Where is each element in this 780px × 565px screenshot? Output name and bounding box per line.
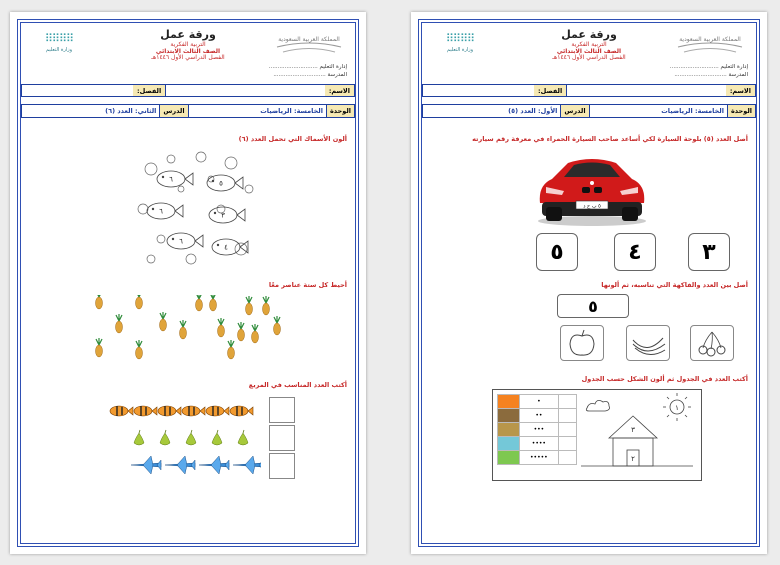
color-key-row: [498, 437, 577, 451]
number-option-5[interactable]: ٥: [536, 233, 578, 271]
lesson-value: الثاني: العدد (٦): [105, 107, 157, 115]
ministry-name: وزارة التعليم: [446, 47, 474, 53]
counting-rows-image: [101, 395, 261, 483]
fish-outline: [209, 207, 245, 223]
department-text: التربية الفكرية: [571, 40, 607, 48]
bubble: [225, 157, 237, 169]
grade-text: الصف الثالث الابتدائي: [155, 47, 221, 55]
door-number: ٢: [631, 455, 635, 463]
fish-outline: [212, 239, 248, 255]
bubble: [157, 235, 165, 243]
striped-fish-icon: [134, 406, 157, 416]
unit-label: الوحدة: [727, 105, 755, 117]
airplane-icon: [131, 456, 161, 474]
bubble: [147, 255, 155, 263]
color-swatch: [498, 395, 520, 409]
page-header: [422, 23, 756, 81]
admin-school-fields: إدارة التعليم ............................ المدرسة ..............................: [669, 64, 748, 79]
airplane-icon: [199, 456, 229, 474]
pineapple-icon: [196, 295, 203, 311]
ministry-logo: [29, 33, 89, 67]
fish-outline: [207, 175, 243, 191]
fish-number: ٦: [179, 237, 183, 246]
name-field[interactable]: [165, 85, 325, 96]
fish-number: ٤: [224, 243, 228, 252]
name-label: الاسم:: [726, 85, 755, 96]
question-1: أصل العدد (٥) بلوحة السيارة لكي أساعد صاحب السيارة الحمراء في معرفة رقم سيارته: [472, 135, 748, 143]
pineapple-icon: [238, 322, 245, 341]
license-plate-text: ٥ ب ح د: [583, 203, 601, 210]
question-2: أحيط كل ستة عناصر معًا: [268, 281, 347, 289]
school-label: المدرسة: [728, 72, 748, 79]
roof-number: ٣: [631, 426, 635, 434]
color-key-row: [498, 423, 577, 437]
admin-label: إدارة التعليم: [319, 64, 347, 70]
name-field[interactable]: [566, 85, 726, 96]
ministry-logo-icon: ⠿⠿⠿⠿: [445, 32, 475, 45]
term-text: الفصل الدراسي الأول ١٤٤٦هـ: [552, 54, 626, 62]
unit-value: الخامسة: الرياضيات: [188, 105, 326, 117]
unit-lesson-bar: [21, 104, 355, 118]
fish-number: ٦: [159, 207, 163, 216]
question-3: أكتب العدد المناسب في المربع: [248, 381, 347, 389]
fish-outline: [147, 203, 183, 219]
apple-icon: [561, 326, 603, 360]
airplane-icon: [165, 456, 195, 474]
bubble: [196, 152, 206, 162]
grade-text: الصف الثالث الابتدائي: [556, 47, 622, 55]
color-key-table: [497, 394, 577, 465]
unit-lesson-bar: [422, 104, 756, 118]
pineapple-icon: [96, 295, 103, 309]
fish-number: ٣: [221, 211, 225, 220]
striped-fish-icon: [230, 406, 253, 416]
airplane-icon: [233, 456, 261, 474]
apple-box[interactable]: [560, 325, 604, 361]
bubble: [167, 155, 175, 163]
pineapple-icon: [160, 312, 167, 331]
number-option-4[interactable]: ٤: [614, 233, 656, 271]
svg-text:المملكة العربية السعودية: المملكة العربية السعودية: [679, 36, 741, 43]
cherries-icon: [691, 326, 733, 360]
bananas-box[interactable]: [626, 325, 670, 361]
answer-box-pears[interactable]: [269, 425, 295, 451]
pineapple-group-image[interactable]: [91, 295, 291, 375]
name-class-bar: [422, 84, 756, 97]
bubble: [145, 163, 157, 175]
house-drawing-panel: [492, 389, 702, 481]
fish-number: ٥: [219, 179, 223, 188]
pineapple-icon: [228, 340, 235, 359]
bananas-icon: [627, 326, 669, 360]
admin-label: إدارة التعليم: [720, 64, 748, 70]
page-header: [21, 23, 355, 81]
bubble: [235, 243, 247, 255]
pineapple-icon: [180, 320, 187, 339]
unit-value: الخامسة: الرياضيات: [589, 105, 727, 117]
page-border: [17, 19, 359, 547]
answer-cell[interactable]: [559, 395, 577, 409]
bubble: [178, 186, 184, 192]
question-3: أكتب العدد في الجدول ثم ألون الشكل حسب الجدول: [581, 375, 748, 383]
pineapple-icon: [246, 296, 253, 315]
question-2: أصل بين العدد والفاكهة التي تناسبه، ثم ألونها: [601, 281, 748, 289]
name-label: الاسم:: [325, 85, 354, 96]
pear-icon: [186, 430, 196, 445]
color-swatch: [498, 437, 520, 451]
fish-outline: [157, 171, 193, 187]
striped-fish-icon: [110, 406, 133, 416]
ministry-name: وزارة التعليم: [45, 47, 73, 53]
cherries-box[interactable]: [690, 325, 734, 361]
worksheet-title: ورقة عمل: [160, 28, 216, 41]
bubble: [245, 185, 253, 193]
striped-fish-icon: [206, 406, 229, 416]
ministry-logo: [430, 33, 490, 67]
dots-cell: •: [519, 395, 559, 409]
pineapple-icon: [218, 318, 225, 337]
question-1: ألون الأسماك التي تحمل العدد (٦): [238, 135, 347, 143]
answer-box-fish[interactable]: [269, 397, 295, 423]
pear-icon: [212, 430, 222, 445]
dots-cell: ••••: [519, 437, 559, 451]
answer-cell[interactable]: [559, 409, 577, 423]
bubble: [186, 254, 196, 264]
color-key-row: [498, 395, 577, 409]
color-swatch: [498, 423, 520, 437]
red-car-image: [532, 147, 652, 227]
pineapple-icon: [136, 340, 143, 359]
pineapple-icon: [210, 295, 217, 311]
answer-box-planes[interactable]: [269, 453, 295, 479]
pear-icon: [238, 430, 248, 445]
pineapple-icon: [116, 314, 123, 333]
unit-label: الوحدة: [326, 105, 354, 117]
class-label: الفصل:: [534, 85, 566, 96]
dots-cell: •••••: [519, 451, 559, 465]
fish-coloring-image[interactable]: [131, 149, 261, 267]
answer-cell[interactable]: [559, 451, 577, 465]
ministry-logo-icon: ⠿⠿⠿⠿: [44, 32, 74, 45]
pineapple-icon: [136, 295, 143, 309]
dots-cell: ••: [519, 409, 559, 423]
color-swatch: [498, 409, 520, 423]
pineapple-icon: [252, 324, 259, 343]
worksheet-title: ورقة عمل: [561, 28, 617, 41]
admin-school-fields: إدارة التعليم ............................ المدرسة ..............................: [268, 64, 347, 79]
lesson-label: الدرس: [560, 105, 588, 117]
striped-fish-icon: [158, 406, 181, 416]
color-key-row: [498, 451, 577, 465]
lesson-label: الدرس: [159, 105, 187, 117]
lesson-value: الأول: العدد (٥): [508, 107, 558, 115]
svg-text:المملكة العربية السعودية: المملكة العربية السعودية: [278, 36, 340, 43]
house-sun-drawing: [577, 390, 697, 478]
department-text: التربية الفكرية: [170, 40, 206, 48]
answer-cell[interactable]: [559, 437, 577, 451]
striped-fish-icon: [182, 406, 205, 416]
sun-number: ١: [675, 404, 679, 412]
worksheet-page-lesson-5: [411, 12, 767, 554]
number-option-3[interactable]: ٣: [688, 233, 730, 271]
pineapple-icon: [96, 338, 103, 357]
pineapple-icon: [274, 316, 281, 335]
color-swatch: [498, 451, 520, 465]
answer-cell[interactable]: [559, 423, 577, 437]
class-label: الفصل:: [133, 85, 165, 96]
fish-number: ٦: [169, 175, 173, 184]
bubble: [138, 204, 148, 214]
worksheet-page-lesson-6: [10, 12, 366, 554]
pineapple-icon: [263, 296, 270, 315]
term-text: الفصل الدراسي الأول ١٤٤٦هـ: [151, 54, 225, 62]
fish-outline: [167, 233, 203, 249]
color-key-row: [498, 409, 577, 423]
school-label: المدرسة: [327, 72, 347, 79]
page-border: [418, 19, 760, 547]
name-class-bar: [21, 84, 355, 97]
target-number-box: ٥: [557, 294, 629, 318]
pear-icon: [160, 430, 170, 445]
pear-icon: [134, 430, 144, 445]
dots-cell: •••: [519, 423, 559, 437]
